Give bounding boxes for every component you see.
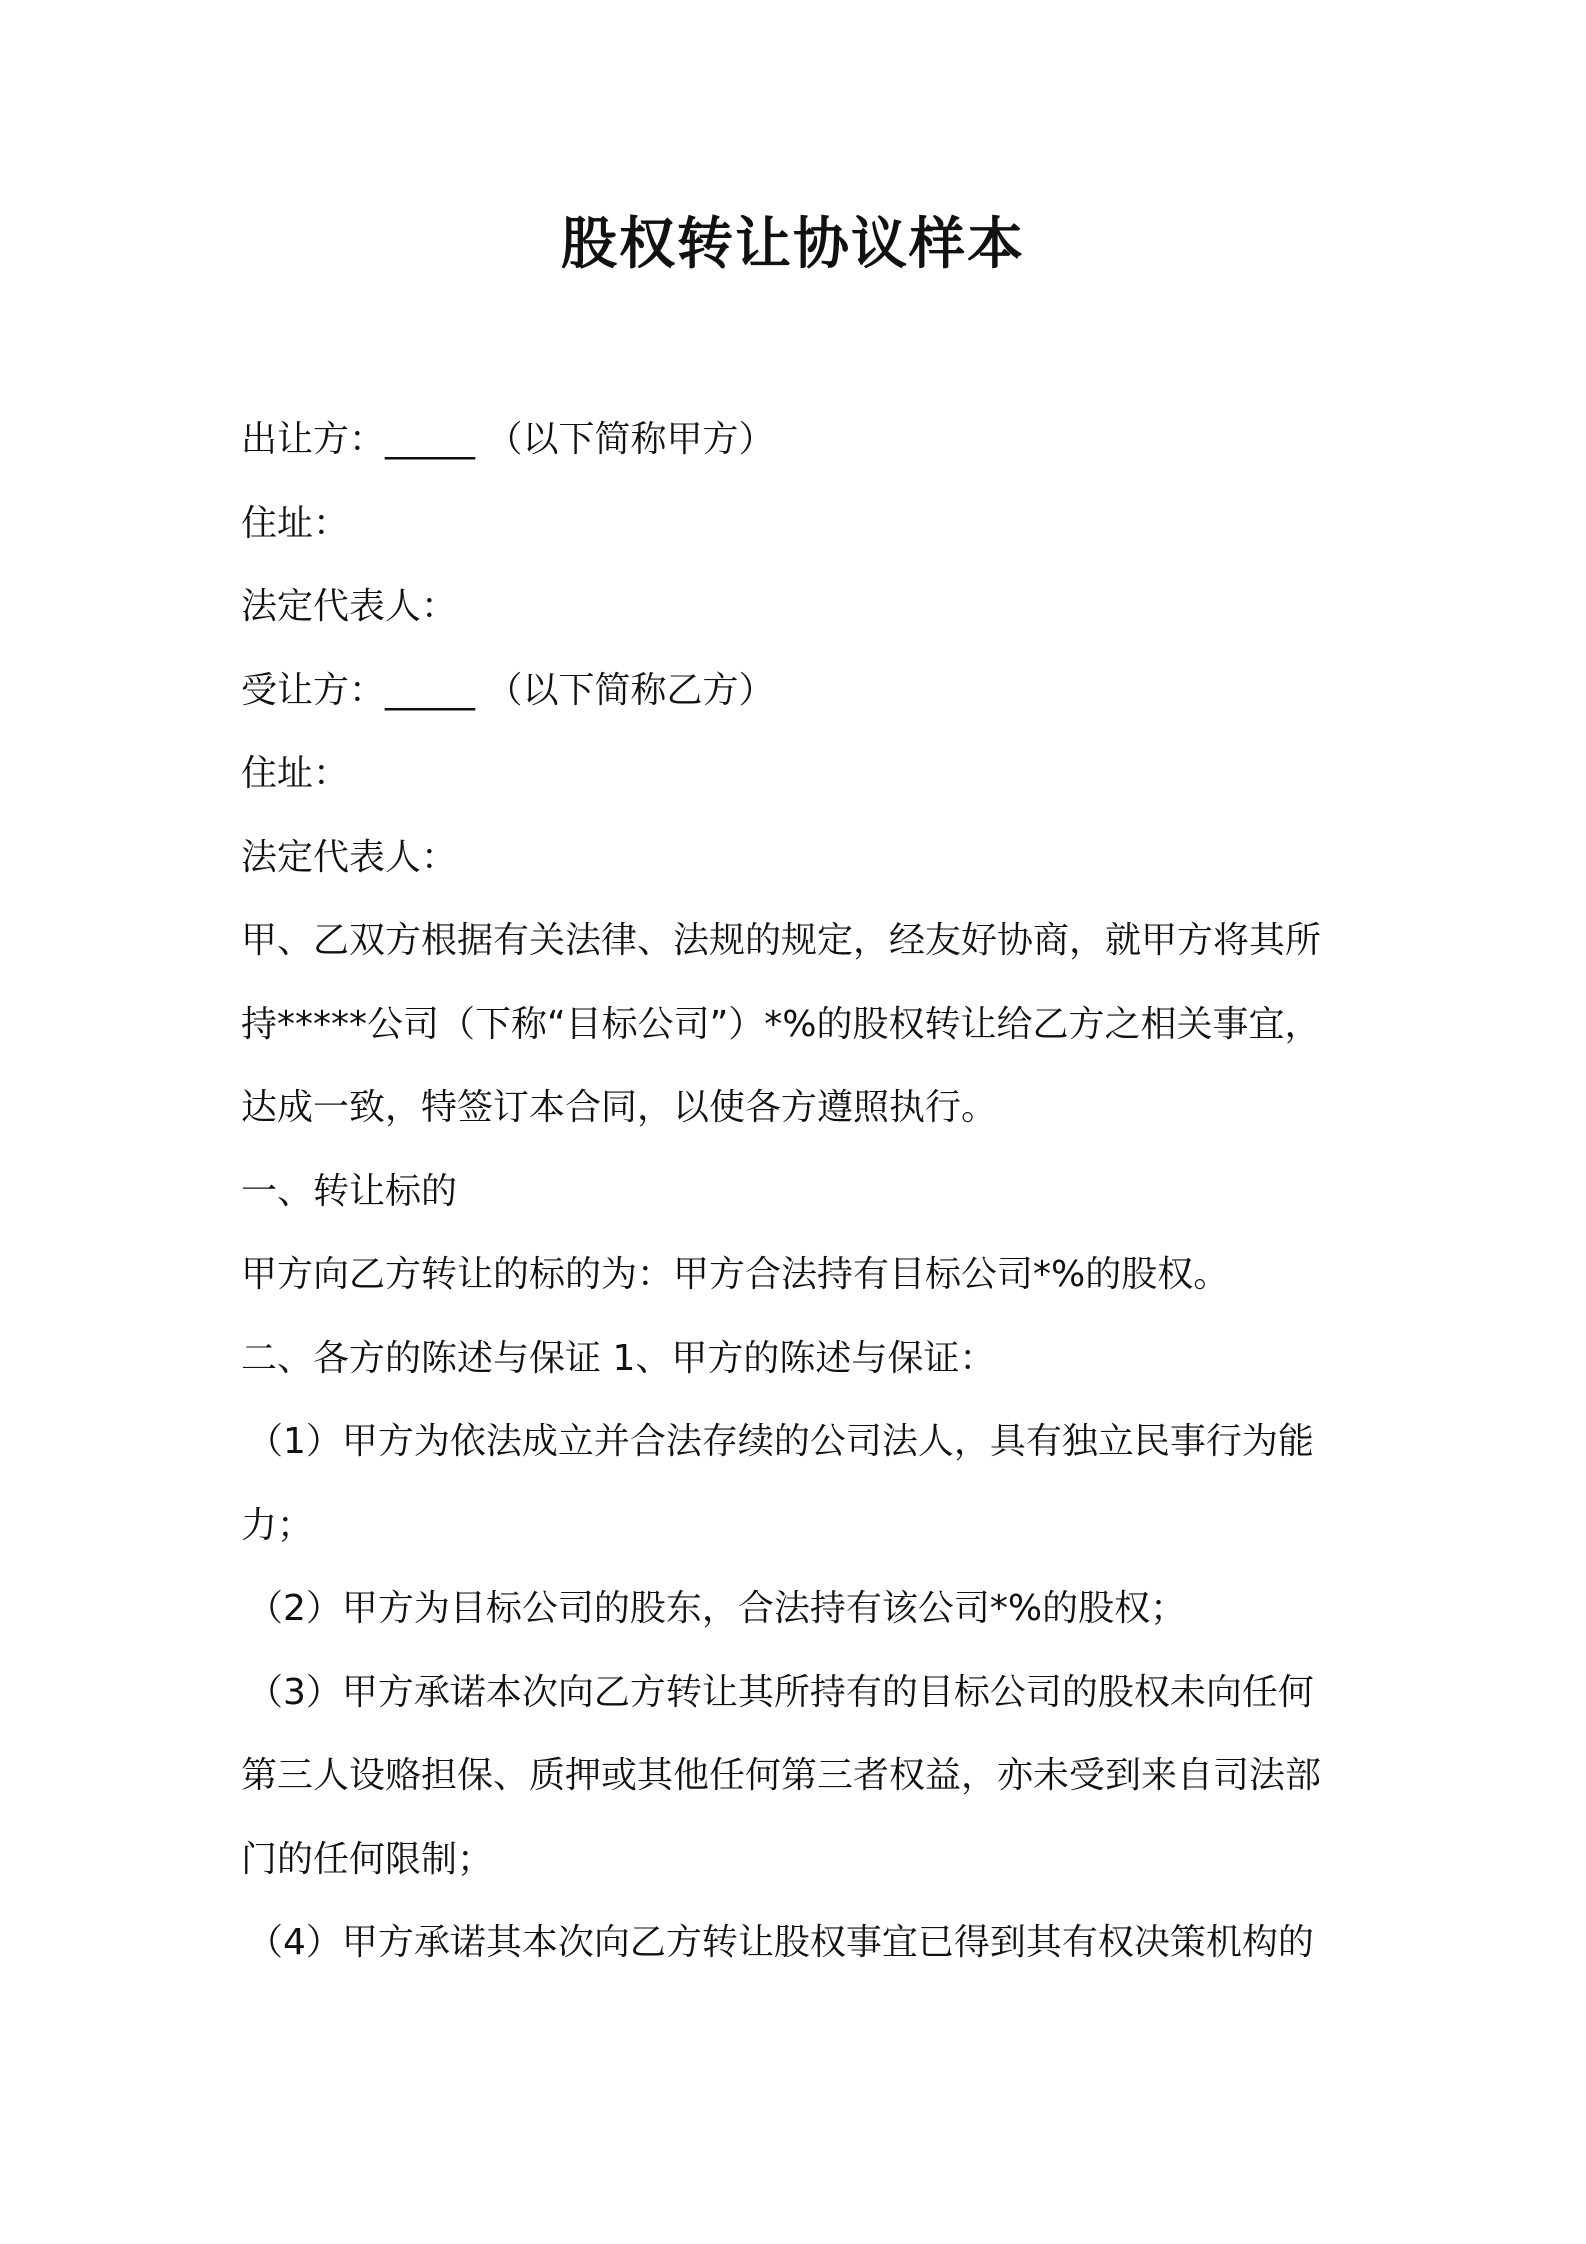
clause-1-line-2: 力； bbox=[241, 1504, 314, 1546]
preamble-line-3: 达成一致，特签订本合同，以使各方遵照执行。 bbox=[241, 1087, 998, 1128]
preamble-line-2: 持*****公司（下称“目标公司”）*%的股权转让给乙方之相关事宜， bbox=[241, 1003, 1321, 1045]
transferee-line: 受让方：_____ （以下简称乙方） bbox=[241, 669, 775, 711]
clause-4-line-1: （4）甲方承诺其本次向乙方转让股权事宜已得到其有权决策机构的 bbox=[247, 1922, 1314, 1963]
clause-3-line-3: 门的任何限制； bbox=[241, 1838, 494, 1880]
document-body bbox=[241, 398, 1361, 1985]
document-title: 股权转让协议样本 bbox=[561, 212, 1025, 277]
transferor-representative-line: 法定代表人： bbox=[241, 586, 458, 627]
preamble-line-1: 甲、乙双方根据有关法律、法规的规定，经友好协商，就甲方将其所 bbox=[241, 920, 1322, 961]
transferor-line: 出让方：_____ （以下简称甲方） bbox=[241, 419, 775, 460]
section-heading-1: 一、转让标的 bbox=[241, 1170, 458, 1212]
section-1-text: 甲方向乙方转让的标的为：甲方合法持有目标公司*%的股权。 bbox=[241, 1254, 1230, 1295]
transferee-representative-line: 法定代表人： bbox=[241, 836, 458, 878]
transferee-address-line: 住址： bbox=[241, 753, 350, 794]
clause-3-line-1: （3）甲方承诺本次向乙方转让其所持有的目标公司的股权未向任何 bbox=[247, 1671, 1314, 1713]
clause-3-line-2: 第三人设赂担保、质押或其他任何第三者权益，亦未受到来自司法部 bbox=[241, 1755, 1322, 1796]
transferor-address-line: 住址： bbox=[241, 502, 350, 544]
clause-1-line-1: （1）甲方为依法成立并合法存续的公司法人，具有独立民事行为能 bbox=[247, 1421, 1314, 1462]
section-heading-2: 二、各方的陈述与保证 1、甲方的陈述与保证： bbox=[241, 1337, 996, 1379]
clause-2-line: （2）甲方为目标公司的股东，合法持有该公司*%的股权； bbox=[247, 1588, 1187, 1629]
